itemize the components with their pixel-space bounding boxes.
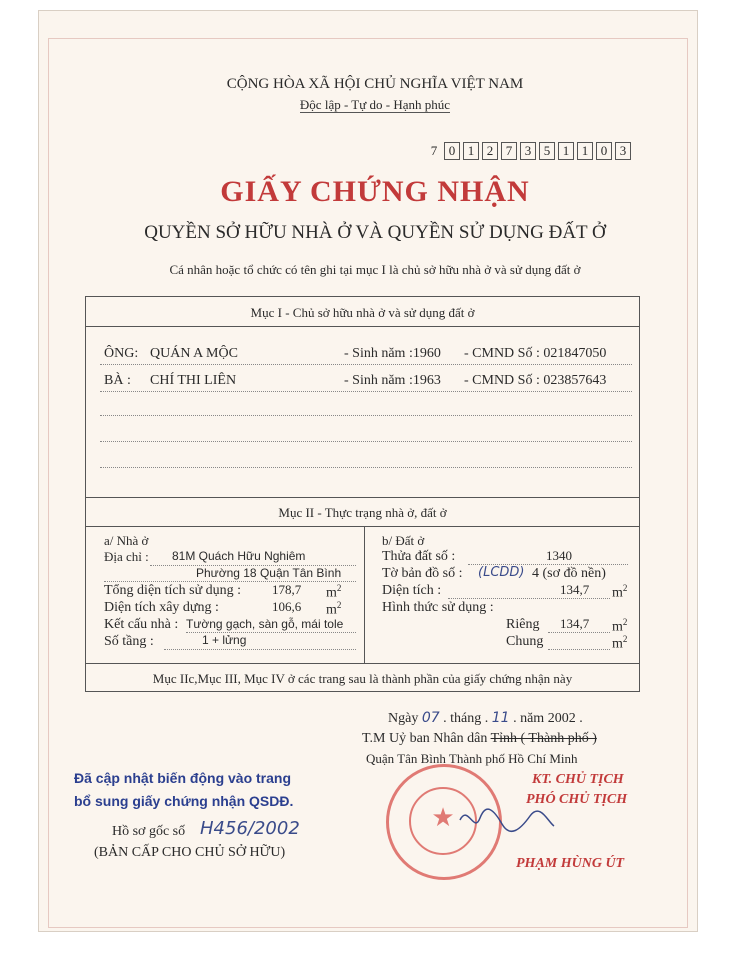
total-area-unit: $m^2$: [326, 583, 342, 601]
column-divider: [364, 526, 365, 663]
private-unit: $m^2$: [612, 617, 628, 635]
land-area-value: 134,7: [560, 582, 590, 597]
authority-struck: Tỉnh ( Thành phố ): [490, 731, 597, 746]
divider: [85, 497, 640, 498]
serial-digit: 2: [482, 142, 498, 160]
copy-note: (BẢN CẤP CHO CHỦ SỞ HỮU): [94, 845, 286, 860]
house-label: a/ Nhà ở: [104, 533, 149, 548]
unit-text: m: [612, 636, 623, 652]
owner-1-prefix: ÔNG:: [104, 346, 139, 361]
total-area-label: Tổng diện tích sử dụng :: [104, 583, 242, 598]
signer-title-2: PHÓ CHỦ TỊCH: [526, 792, 628, 807]
owner-2-name: CHÍ THI LIÊN: [150, 373, 237, 388]
certificate-subtitle: QUYỀN SỞ HỮU NHÀ Ở VÀ QUYỀN SỬ DỤNG ĐẤT Ở: [144, 222, 606, 243]
dotted-line: [104, 581, 356, 582]
dotted-line: [100, 364, 632, 365]
dotted-line: [100, 391, 632, 392]
star-icon: ★: [431, 803, 455, 833]
parcel-label: Thửa đất số :: [382, 549, 456, 564]
handwritten-signature: [450, 800, 560, 840]
built-area-value: 106,6: [272, 599, 302, 614]
date-prefix: Ngày: [388, 711, 419, 726]
section1-heading: Mục I - Chủ sở hữu nhà ở và sử dụng đất ở: [250, 305, 475, 320]
date-month-label: . tháng .: [443, 711, 489, 726]
dotted-line: [548, 649, 610, 650]
shared-unit: $m^2$: [612, 634, 628, 652]
address-line-1: 81M Quách Hữu Nghiêm: [172, 549, 306, 563]
serial-number: [428, 142, 631, 160]
date-year: . năm 2002 .: [513, 711, 583, 726]
built-area-unit: $m^2$: [326, 600, 342, 618]
serial-digit: 7: [501, 142, 517, 160]
dotted-line: [100, 415, 632, 416]
record-number: H456/2002: [200, 818, 300, 839]
structure-value: Tường gạch, sàn gỗ, mái tole: [186, 617, 344, 631]
address-line-2: Phường 18 Quận Tân Bình: [196, 566, 342, 580]
authority-line-1: [362, 731, 597, 747]
signer-title-1: KT. CHỦ TỊCH: [532, 772, 624, 787]
private-label: Riêng: [506, 617, 540, 632]
divider: [85, 526, 640, 527]
certificate-title: GIẤY CHỨNG NHẬN: [220, 175, 530, 208]
serial-digit: 3: [520, 142, 536, 160]
certificate-intro: Cá nhân hoặc tổ chức có tên ghi tại mục I là chủ sở hữu nhà ở và sử dụng đất ở: [169, 262, 581, 277]
update-note-line-1: Đã cập nhật biến động vào trang: [74, 770, 292, 786]
parcel-value: 1340: [546, 548, 572, 563]
serial-digit: 1: [558, 142, 574, 160]
serial-first-digit: 7: [430, 143, 438, 158]
issue-date: [388, 710, 583, 727]
map-value: 4 (sơ đồ nền): [532, 566, 606, 581]
unit-text: m: [612, 585, 623, 601]
unit-text: m: [326, 602, 337, 618]
land-label: b/ Đất ở: [382, 533, 425, 548]
serial-digit: 3: [615, 142, 631, 160]
dotted-line: [448, 598, 610, 599]
structure-label: Kết cấu nhà :: [104, 617, 179, 632]
serial-digit: 1: [577, 142, 593, 160]
motto-text: Độc lập - Tự do - Hạnh phúc: [299, 97, 451, 112]
owner-2-birth: - Sinh năm :1963: [344, 373, 441, 388]
record-label: Hồ sơ gốc số: [112, 824, 186, 839]
owner-1-id: - CMND Số : 021847050: [464, 346, 607, 361]
date-month: 11: [491, 710, 510, 726]
owner-1-birth: - Sinh năm :1960: [344, 346, 441, 361]
footer-note: Mục IIc,Mục III, Mục IV ở các trang sau là thành phần của giấy chứng nhận này: [152, 671, 573, 686]
national-motto: [0, 97, 750, 113]
built-area-label: Diện tích xây dựng :: [104, 600, 219, 615]
owner-1-name: QUÁN A MỘC: [150, 346, 238, 361]
authority-name: T.M Uỷ ban Nhân dân: [362, 731, 488, 746]
dotted-line: [548, 632, 610, 633]
owner-2-id: - CMND Số : 023857643: [464, 373, 607, 388]
serial-digit: 0: [596, 142, 612, 160]
map-handwritten: (LCDD): [478, 565, 525, 580]
serial-digit: 5: [539, 142, 555, 160]
date-day: 07: [421, 710, 440, 726]
owner-2-prefix: BÀ :: [104, 373, 131, 388]
dotted-line: [100, 467, 632, 468]
land-area-label: Diện tích :: [382, 583, 442, 598]
land-area-unit: $m^2$: [612, 583, 628, 601]
divider: [85, 326, 640, 327]
divider: [85, 663, 640, 664]
shared-label: Chung: [506, 634, 544, 649]
map-label: Tờ bản đồ số :: [382, 566, 463, 581]
private-value: 134,7: [560, 616, 590, 631]
serial-digit: 1: [463, 142, 479, 160]
use-form-label: Hình thức sử dụng :: [382, 600, 494, 615]
section2-heading: Mục II - Thực trạng nhà ở, đất ở: [278, 505, 447, 520]
serial-digit: 0: [444, 142, 460, 160]
authority-line-2: Quận Tân Bình Thành phố Hồ Chí Minh: [366, 751, 578, 766]
dotted-line: [164, 649, 356, 650]
floors-value: 1 + lửng: [202, 633, 247, 647]
dotted-line: [100, 441, 632, 442]
floors-label: Số tầng :: [104, 634, 154, 649]
update-note-line-2: bổ sung giấy chứng nhận QSDĐ.: [74, 793, 294, 809]
signer-name: PHẠM HÙNG ÚT: [516, 856, 625, 871]
total-area-value: 178,7: [272, 582, 302, 597]
address-label: Địa chỉ :: [104, 549, 149, 564]
unit-text: m: [612, 619, 623, 635]
country-name: CỘNG HÒA XÃ HỘI CHỦ NGHĨA VIỆT NAM: [226, 76, 524, 92]
unit-text: m: [326, 585, 337, 601]
